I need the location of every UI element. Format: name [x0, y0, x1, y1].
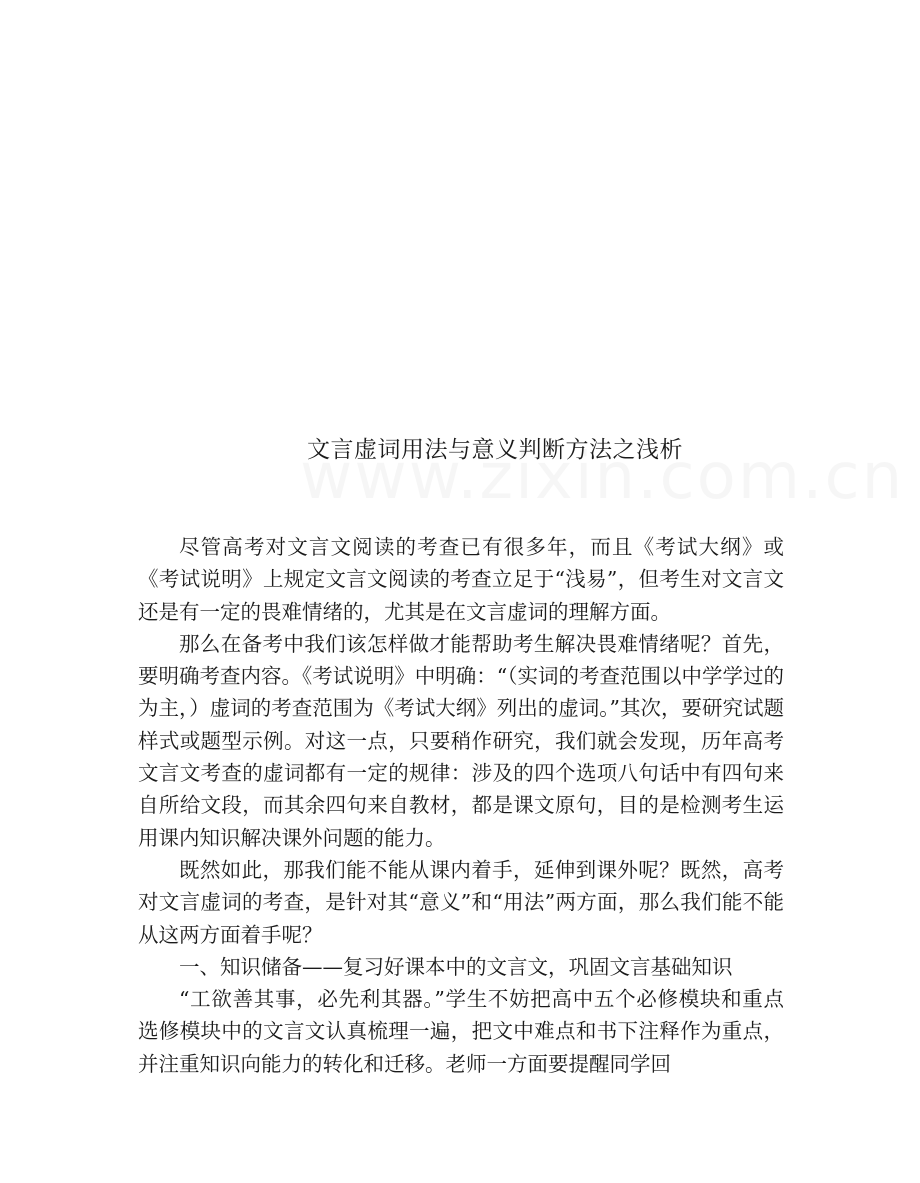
paragraph-2: 那么在备考中我们该怎样做才能帮助考生解决畏难情绪呢？首先，要明确考查内容。《考试说明》中明确：“（实词的考查范围以中学学过的为主，）虚词的考查范围为《考试大纲》列出的虚词。”其次，要研究试题样式或题型示例。对这一点，只要稍作研究，我们就会发现，历年高考文言文考查的虚词都有一定的规律：涉及的四个选项八句话中有四句来自所给文段，而其余四句来自教材，都是课文原句，目的是检测考生运用课内知识解决课外问题的能力。 [138, 631, 784, 850]
document-body [138, 531, 784, 1080]
document-title: 文言虚词用法与意义判断方法之浅析 [307, 437, 683, 463]
paragraph-3: 既然如此，那我们能不能从课内着手，延伸到课外呢？既然，高考对文言虚词的考查，是针对其“意义”和“用法”两方面，那么我们能不能从这两方面着手呢？ [138, 857, 784, 947]
paragraph-1: 尽管高考对文言文阅读的考查已有很多年，而且《考试大纲》或《考试说明》上规定文言文阅读的考查立足于“浅易”，但考生对文言文还是有一定的畏难情绪的，尤其是在文言虚词的理解方面。 [138, 535, 784, 624]
paragraph-4: “工欲善其事，必先利其器。”学生不妨把高中五个必修模块和重点选修模块中的文言文认真梳理一遍，把文中难点和书下注释作为重点，并注重知识向能力的转化和迁移。老师一方面要提醒同学回 [138, 987, 784, 1076]
section-heading-1: 一、知识储备——复习好课本中的文言文，巩固文言基础知识 [179, 954, 733, 979]
